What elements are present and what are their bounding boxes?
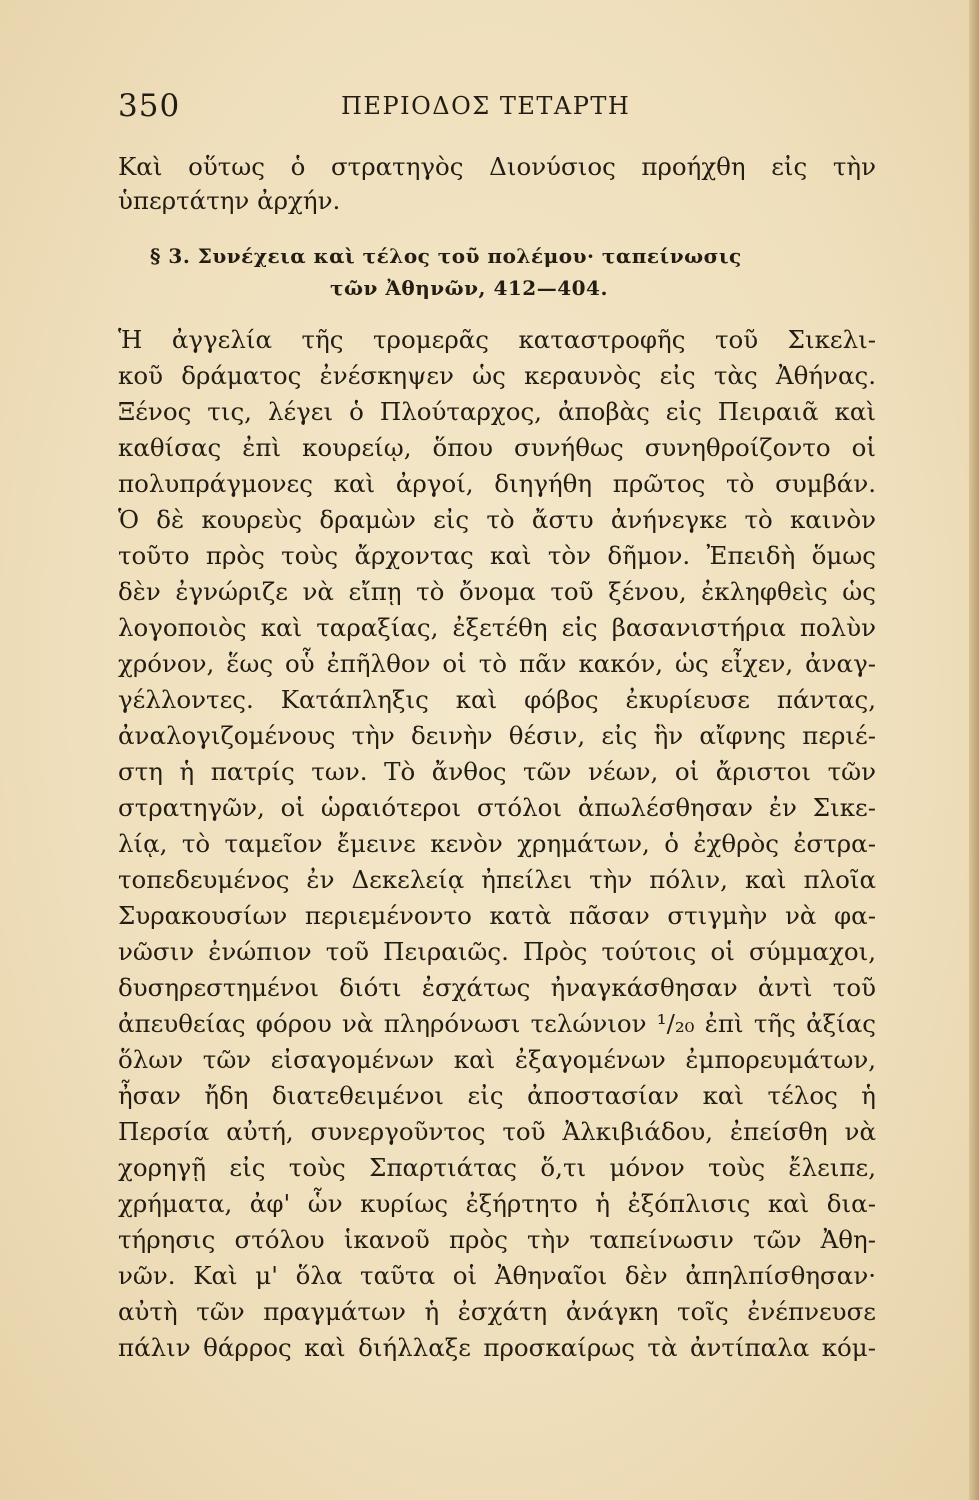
body-line: πάλιν θάρρος καὶ διήλλαξε προσκαίρως τὰ ἀντίπαλα κόμ-	[118, 1333, 876, 1362]
body-line: τήρησις στόλου ἱκανοῦ πρὸς τὴν ταπείνωσιν τῶν Ἀθη-	[118, 1225, 876, 1254]
body-line: Ἡ ἀγγελία τῆς τρομερᾶς καταστροφῆς τοῦ Σικελι-	[118, 325, 876, 354]
body-line: ὅλων τῶν εἰσαγομένων καὶ ἐξαγομένων ἐμπορευμάτων,	[118, 1045, 876, 1074]
body-line: ἀναλογιζομένους τὴν δεινὴν θέσιν, εἰς ἣν αἴφνης περιέ-	[118, 721, 876, 750]
page-header	[118, 88, 878, 128]
body-line: αὐτὴ τῶν πραγμάτων ἡ ἐσχάτη ἀνάγκη τοῖς ἐνέπνευσε	[118, 1297, 876, 1326]
body-line: ἦσαν ἤδη διατεθειμένοι εἰς ἀποστασίαν καὶ τέλος ἡ	[118, 1081, 876, 1110]
intro-line: ὑπερτάτην ἀρχήν.	[118, 186, 341, 215]
body-line: νῶν. Καὶ μ' ὅλα ταῦτα οἱ Ἀθηναῖοι δὲν ἀπηλπίσθησαν·	[118, 1261, 876, 1290]
body-line: γέλλοντες. Κατάπληξις καὶ φόβος ἐκυρίευσε πάντας,	[118, 685, 876, 714]
body-line: χορηγῇ εἰς τοὺς Σπαρτιάτας ὅ,τι μόνον τοὺς ἔλειπε,	[118, 1153, 876, 1182]
section-heading: τῶν Ἀθηνῶν, 412—404.	[330, 276, 608, 300]
body-line: στρατηγῶν, οἱ ὡραιότεροι στόλοι ἀπωλέσθησαν ἐν Σικε-	[118, 793, 876, 822]
body-line: πολυπράγμονες καὶ ἀργοί, διηγήθη πρῶτος τὸ συμβάν.	[118, 469, 876, 498]
body-line: χρήματα, ἀφ' ὧν κυρίως ἐξήρτητο ἡ ἐξόπλισις καὶ δια-	[118, 1189, 876, 1218]
body-line: Ὁ δὲ κουρεὺς δραμὼν εἰς τὸ ἄστυ ἀνήνεγκε τὸ καινὸν	[118, 505, 876, 534]
body-line: τοπεδευμένος ἐν Δεκελείᾳ ἠπείλει τὴν πόλιν, καὶ πλοῖα	[118, 865, 876, 894]
page-number: 350	[118, 88, 181, 124]
body-line: Συρακουσίων περιεμένοντο κατὰ πᾶσαν στιγμὴν νὰ φα-	[118, 901, 876, 930]
body-line: λογοποιὸς καὶ ταραξίας, ἐξετέθη εἰς βασανιστήρια πολὺν	[118, 613, 876, 642]
body-line: χρόνον, ἕως οὗ ἐπῆλθον οἱ τὸ πᾶν κακόν, ὡς εἶχεν, ἀναγ-	[118, 649, 876, 678]
running-title: ΠΕΡΙΟΔΟΣ ΤΕΤΑΡΤΗ	[341, 92, 631, 120]
section-heading: § 3. Συνέχεια καὶ τέλος τοῦ πολέμου· ταπείνωσις	[150, 244, 742, 268]
page-edge	[969, 0, 979, 1500]
body-line: δὲν ἐγνώριζε νὰ εἴπῃ τὸ ὄνομα τοῦ ξένου, ἐκληφθεὶς ὡς	[118, 577, 876, 606]
body-line: καθίσας ἐπὶ κουρείῳ, ὅπου συνήθως συνηθροίζοντο οἱ	[118, 433, 876, 462]
body-line: Ξένος τις, λέγει ὁ Πλούταρχος, ἀποβὰς εἰς Πειραιᾶ καὶ	[118, 397, 876, 426]
body-line: λίᾳ, τὸ ταμεῖον ἔμεινε κενὸν χρημάτων, ὁ ἐχθρὸς ἐστρα-	[118, 829, 876, 858]
body-line: κοῦ δράματος ἐνέσκηψεν ὡς κεραυνὸς εἰς τὰς Ἀθήνας.	[118, 361, 876, 390]
body-line: τοῦτο πρὸς τοὺς ἄρχοντας καὶ τὸν δῆμον. Ἐπειδὴ ὅμως	[118, 541, 876, 570]
intro-line: Καὶ οὕτως ὁ στρατηγὸς Διονύσιος προήχθη εἰς τὴν	[118, 152, 876, 181]
body-line: δυσηρεστημένοι διότι ἐσχάτως ἠναγκάσθησαν ἀντὶ τοῦ	[118, 973, 876, 1002]
body-line: Περσία αὐτή, συνεργοῦντος τοῦ Ἀλκιβιάδου, ἐπείσθη νὰ	[118, 1117, 876, 1146]
body-line: ἀπευθείας φόρου νὰ πληρόνωσι τελώνιον ¹/₂₀ ἐπὶ τῆς ἀξίας	[118, 1009, 876, 1038]
body-line: στη ἡ πατρίς των. Τὸ ἄνθος τῶν νέων, οἱ ἄριστοι τῶν	[118, 757, 876, 786]
body-line: νῶσιν ἐνώπιον τοῦ Πειραιῶς. Πρὸς τούτοις οἱ σύμμαχοι,	[118, 937, 876, 966]
